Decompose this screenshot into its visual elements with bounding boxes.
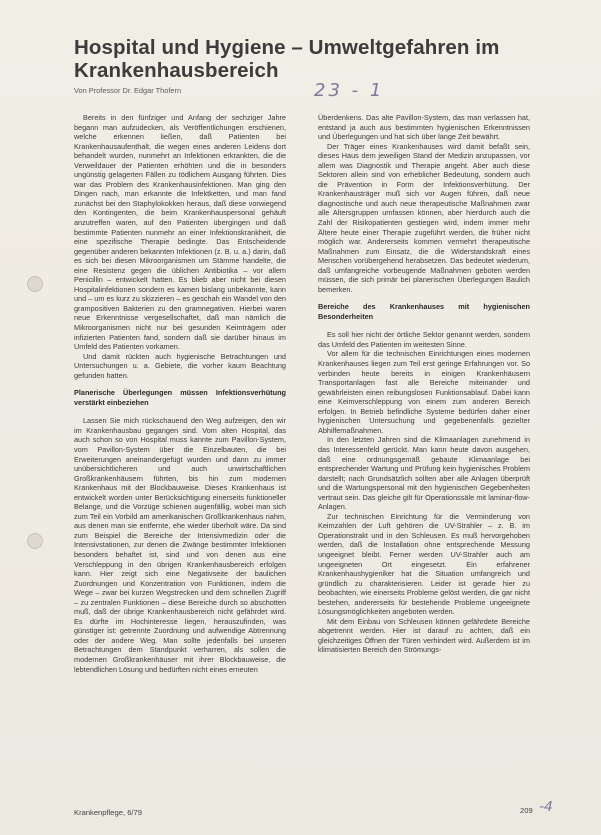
paragraph: Vor allem für die technischen Einrichtungen eines modernen Krankenhauses liegen zum Teil erst geringe Erfahrungen vor. So verbinden heute bereits in einigen Krankenhäusern Transportanlagen fast alle Bereiche miteinander und gewährleisten einen reibungslosen Funktionsablauf. Dabei kann eine Keimverschleppung von einem zum anderen Bereich erfolgen. In Betrieb befindliche Systeme bedürfen daher einer hygienischen Untersuchung und gegebenenfalls gezielter Abhilfemaßnahmen. xyxy=(318,349,530,435)
paragraph: In den letzten Jahren sind die Klimaanlagen zunehmend in das Interessenfeld gerückt. Man kann heute davon ausgehen, daß eine ordnungsgemäß gebaute Klimaanlage bei entsprechender Wartung und Prüfung kein hygienisches Problem darstellt; nach Grundsätzlich sollten aber alle Anlagen überprüft und die Wartungspersonal mit den hygienischen Gegebenheiten vertraut sein. Das gleiche gilt für Operationssäle mit laminar-flow-Anlagen. xyxy=(318,435,530,512)
section-heading: Planerische Überlegungen müssen Infektionsverhütung verstärkt einbeziehen xyxy=(74,388,286,407)
section-heading: Bereiche des Krankenhauses mit hygienischen Besonderheiten xyxy=(318,302,530,321)
right-column xyxy=(318,113,530,655)
handwritten-note: 23 - 1 xyxy=(314,80,385,101)
paragraph: Bereits in den fünfziger und Anfang der sechziger Jahre begann man aufzudecken, als Veröffentlichungen erschienen, welche erkennen ließen, daß Patienten bei Krankenhausaufenthalt, die wegen eines anderen Leidens dort behandelt wurden, nunmehrt an Infektionen erkrankten, die die Verweildauer der Patienten erhöhten und die in besonders ungünstig gelagerten Fällen zu tödlichem Ausgang führten. Dies war das Problem des Krankenhausinfektionen. Man ging den Dingen nach, man erkannte die Infektketten, und man fand zunächst bei den Staphylokokken heraus, daß diese vorwiegend den Kontingenten, die beim Krankenhauspersonal gehäuft anzutreffen waren, auf den Patienten übergingen und daß bestimmte Patienten nunmehr an einer Infektionskrankheit, die eine spezifische Therapie bedingte. Das Entscheidende gegenüber anderen bekannten Infektionen (z. B. u. a.) darin, daß es sich bei diesen Mikroorganismen um Stämme handelte, die eine Resistenz gegen die üblichen Antibiotika – vor allem Penicillin – entwickelt hatten. Es blieb aber nicht bei diesen Hospitalinfektionen sondern es kamen bislang unbekannte, kann und – um es kurz zu skizzieren – es geschah ein Wandel von den grampositiven Bakterien zu den gramnegativen. Hierbei waren neue Erkenntnisse vergesellschaftet, daß man nämlich die Mikroorganismen nicht nur bei gesunden Keimträgern oder infizierten Patienten fand, sondern daß sie darüber hinaus im Umfeld des Patienten vorkamen. xyxy=(74,113,286,352)
paragraph: Lassen Sie mich rückschauend den Weg aufzeigen, den wir im Krankenhausbau gegangen sind. Vom alten Hospital, das auch schon so von Hospital muss kannte zum Pavillon-System, vom Pavillon-System über die Einzelbauten, die bei Erweiterungen aneinandergefügt wurden und dann zu immer unübersichtlicheren und auch unwirtschaftlichen Großkrankenhäusern führten, bis hin zum modernen Krankenhaus mit der Blockbauweise. Dieses Krankenhaus ist entwickelt worden unter Berücksichtigung einerseits funktioneller Belange, und die Vorzüge schienen augenfällig, wobei man sich zum Teil ein Vorbild am amerikanischen Großkrankenhaus nahm, aus denen man sie entfernte, ehe wieder überholt wäre. Da sind zum Beispiel die Bereiche der Intensivmedizin oder die Intensivstationen, zur denen die Zwänge bestimmter Infektionen besonders behaftet ist, sind und von denen aus eine Verschleppung in den übrigen Krankenhausbereich erfolgen kann. Hier zeigt sich eine Negativseite der baulichen Zuordnungen und Konzentration von Funktionen, indem die Wege – zwar bei kurzen Wegstrecken und dem schnellen Zugriff – zu zentralen Funktionen – diese Bereiche durch so abschotten muß, daß der übrige Krankenhausbereich nicht gefährdet wird. Es dürfte im Hochinteresse liegen, herauszufinden, was günstiger ist: getrennte Zuordnung und aufwendige Abtrennung oder der andere Weg. Man sollte jedenfalls bei unseren Betrachtungen dem Standpunkt verharren, als sollen die modernen Großkrankenhäuser mit ihrer Blockbauweise, die lebtendlichen Lösung und bedürften nicht eines erneuten xyxy=(74,416,286,674)
left-column xyxy=(74,113,286,674)
journal-footer: Krankenpflege, 6/79 xyxy=(74,808,142,817)
article-title: Hospital und Hygiene – Umweltgefahren im Krankenhausbereich xyxy=(74,36,500,82)
punch-hole xyxy=(27,276,43,292)
handwritten-page-mark: -4 xyxy=(539,798,553,815)
paragraph: Mit dem Einbau von Schleusen können gefährdete Bereiche abgetrennt werden. Hier ist darauf zu achten, daß ein gleichzeitiges Öffnen der Türen verhindert wird. Außerdem ist im klimatisierten Bereich den Strömungs- xyxy=(318,616,530,655)
paragraph: Überdenkens. Das alte Pavillon-System, das man verlassen hat, entstand ja auch aus bestimmten hygienischen Erkenntnissen und Überlegungen und hat sich über lange Zeit bewährt. xyxy=(318,113,530,142)
page-number: 209 xyxy=(520,806,533,815)
author-line: Von Professor Dr. Edgar Thofern xyxy=(74,86,182,95)
paragraph: Der Träger eines Krankenhauses wird damit befaßt sein, dieses Haus dem jeweiligen Stand der Medizin anzupassen, vor allem was Diagnostik und Therapie angeht. Aber auch diese Sektoren allein sind von erheblicher Bedeutung, sondern auch die Prävention in Form der Infektionsverhütung. Der Krankenhausträger muß sich vor Augen führen, daß neue diagnostische und auch neue therapeutische Maßnahmen zwar alle Altersgruppen umfassen können, aber hierdurch auch die Zahl der Risikopatienten gestiegen wird, indem immer mehr Ältere heute einer Therapie zugeführt werden, die früher nicht möglich war. Andererseits kommen vermehrt therapeutische Maßnahmen zum Einsatz, die die Widerstandskraft eines Menschen vorübergehend herabsetzen. Das bedeutet wiederum, daß umfangreiche vorbeugende Maßnahmen geboten werden müssen, die sich primär bei planerischen Überlegungen Baulich bemerken. xyxy=(318,141,530,294)
paragraph: Und damit rückten auch hygienische Betrachtungen und Untersuchungen u. a. Gebiete, die vorher kaum Beachtung gefunden hatten. xyxy=(74,351,286,380)
punch-hole xyxy=(27,533,43,549)
paragraph: Zur technischen Einrichtung für die Verminderung von Keimzahlen der Luft gehören die UV-Strahler – z. B. im Operationstrakt und in den Schleusen. Es muß hervorgehoben werden, daß die Installation ohne entsprechende Messung ungeeignet bleibt. Ferner werden UV-Strahler auch am ungeeigneten Ort eingesetzt. Ein erfahrener Krankenhaushygieniker hat die Situation umfangreich und gründlich zu charakterisieren. Leider ist gerade hier zu beobachten, wie einerseits Probleme gelöst werden, die gar nicht bestehen, andererseits für bestehende Probleme ungeeignete Lösungsmöglichkeiten angeboten werden. xyxy=(318,511,530,617)
paragraph: Es soll hier nicht der örtliche Sektor genannt werden, sondern das Umfeld des Patienten im weitesten Sinne. xyxy=(318,330,530,349)
